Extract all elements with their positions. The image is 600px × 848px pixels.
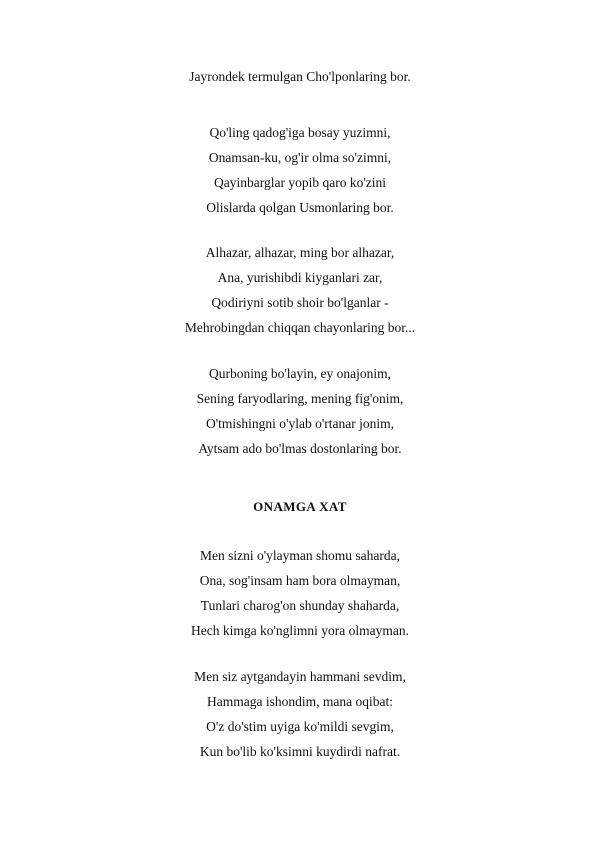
poem-line: Aytsam ado bo'lmas dostonlaring bor. [198,441,402,456]
poem-line: O'tmishingni o'ylab o'rtanar jonim, [205,416,395,431]
poem-line: Qodiriyni sotib shoir bo'lganlar - [211,295,389,310]
poem-line: Men siz aytgandayin hammani sevdim, [194,669,406,684]
poem-line: Onamsan-ku, og'ir olma so'zimni, [208,150,392,165]
poem-line: Hammaga ishondim, mana oqibat: [207,694,393,709]
poem-line: Hech kimga ko'nglimni yora olmayman. [190,623,409,638]
poem-title: ONAMGA XAT [253,499,347,514]
poem-line: Qayinbarglar yopib qaro ko'zini [213,175,386,190]
poem-line: O'z do'stim uyiga ko'mildi sevgim, [206,719,394,734]
poem-line: Alhazar, alhazar, ming bor alhazar, [205,245,395,260]
poem-line: Qo'ling qadog'iga bosay yuzimni, [209,125,391,140]
poem-line: Sening faryodlaring, mening fig'onim, [196,391,404,406]
poem-line: Ona, sog'insam ham bora olmayman, [199,573,401,588]
intro-line: Jayrondek termulgan Cho'lponlaring bor. [189,69,411,84]
poem-line: Tunlari charog'on shunday shaharda, [200,598,400,613]
poem-line: Mehrobingdan chiqqan chayonlaring bor... [184,320,416,335]
poem-line: Kun bo'lib ko'ksimni kuydirdi nafrat. [199,744,401,759]
poem-line: Men sizni o'ylayman shomu saharda, [199,548,400,563]
poem-line: Olislarda qolgan Usmonlaring bor. [206,200,394,215]
poem-line: Ana, yurishibdi kiyganlari zar, [217,270,383,285]
poem-line: Qurboning bo'layin, ey onajonim, [208,366,392,381]
